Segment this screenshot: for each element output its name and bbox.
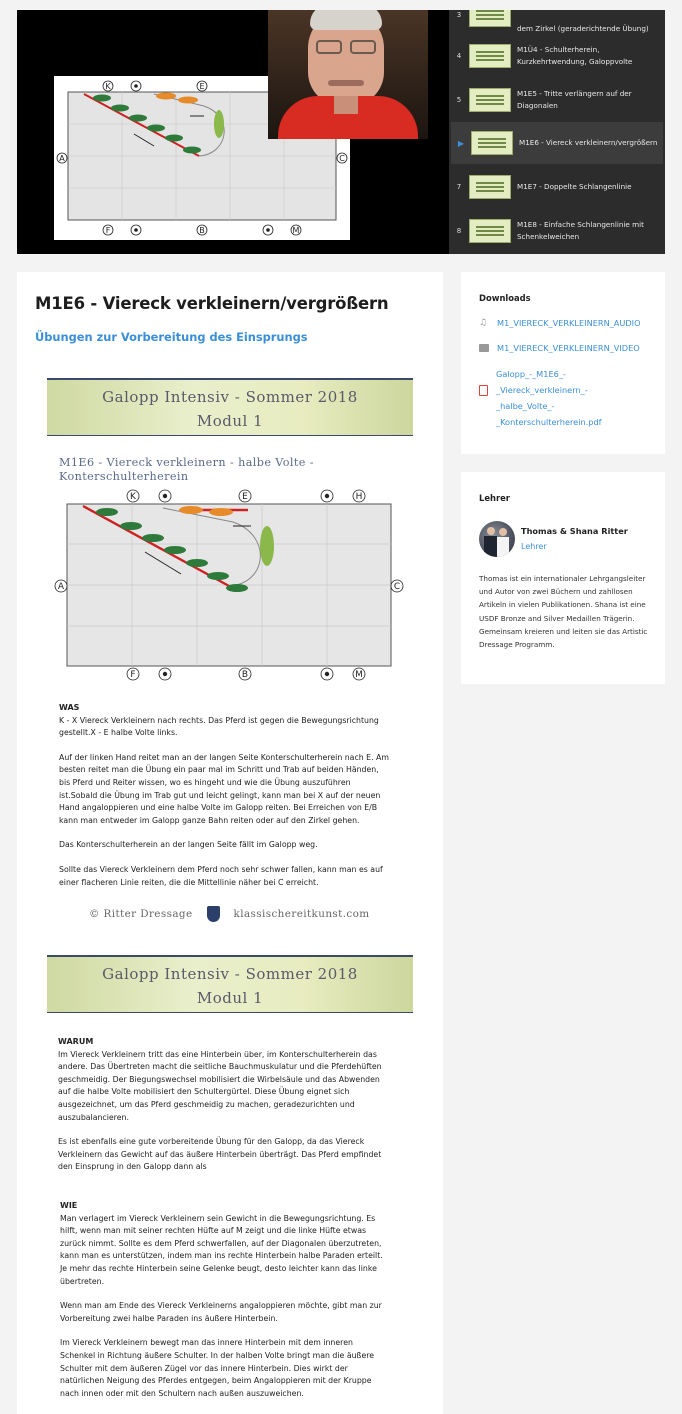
was-paragraph: Auf der linken Hand reitet man an der langen Seite Konterschulterherein nach E. Am besten reitet man die Übung ein paar mal im Schritt und Trab auf beiden Händen, bis Pferd und Reiter wissen, wo es hingeht und wie die Übung auszuführen ist.Sobald die Übung im Trab gut und leicht gelingt, kann man bei X auf der neuen Hand angaloppieren und eine halbe Volte im Galopp reiten. Bei Erreichen von E/B kann man entweder im Galopp ganze Bahn reiten oder auf den Zirkel gehen. — [59, 752, 389, 825]
arena-letter-m: M — [292, 226, 300, 235]
diagram-letter-a: A — [57, 582, 65, 592]
pdf-filename-line: _Viereck_verkleinern_- — [496, 385, 588, 395]
warum-section — [58, 1036, 388, 1174]
download-link-pdf[interactable] — [479, 366, 651, 430]
diagram-letter-f: F — [130, 670, 136, 680]
diagram-letter-h: H — [355, 492, 363, 502]
diagram-letter-e: E — [242, 492, 248, 502]
download-label[interactable] — [496, 366, 602, 430]
lesson-subtitle: Übungen zur Vorbereitung des Einsprungs — [35, 330, 308, 344]
arena-letter-b: B — [199, 226, 205, 235]
was-heading: WAS — [59, 703, 80, 712]
teacher-heading: Lehrer — [479, 493, 510, 503]
diagram-letter-b: B — [241, 670, 249, 680]
playlist-item-title: M1E8 - Einfache Schlangenlinie mit Schenkelweichen — [517, 220, 644, 241]
playlist-item-title: dem Zirkel (geraderichtende Übung) — [517, 24, 649, 33]
warum-paragraph: Im Viereck Verkleinern tritt das eine Hinterbein über, im Konterschulterherein das andere. Das Übertreten macht die seitliche Bauchmuskulatur und die Pferdehüften geschmeidig. Der Biegungswechsel mobilisiert die Wirbelsäule und das Abwenden auf die halbe Volte mobilisiert den Schultergürtel. Diese Übung eignet sich ausgezeichnet, um das Pferd geschmeidig zu machen, geradezurichten und auszubalancieren. — [58, 1049, 382, 1122]
was-paragraph: Das Konterschulterherein an der langen Seite fällt im Galopp weg. — [59, 840, 318, 850]
document-heading-line: M1E6 - Viereck verkleinern - halbe Volte - — [59, 456, 314, 469]
wie-paragraph: Im Viereck Verkleinern bewegt man das innere Hinterbein mit dem inneren Schenkel in Richtung äußere Schulter. In der halben Volte bringt man die äußere Schulter mit dem äußeren Zügel vor das innere Hinterbein. Dies wirkt der natürlichen Neigung des Pferdes entgegen, beim Angaloppieren mit der Kruppe nach innen oder mit den Schultern nach außen auszuweichen. — [60, 1338, 375, 1398]
document-header-title: Galopp Intensiv - Sommer 2018 — [102, 388, 358, 406]
playlist-thumbnail — [469, 88, 511, 112]
lesson-content — [17, 272, 443, 1414]
playlist-item[interactable] — [449, 79, 665, 121]
playlist-item-title: M1E5 - Tritte verlängern auf der Diagonalen — [517, 89, 632, 110]
arena-letter-a: A — [59, 154, 65, 163]
playlist-item[interactable] — [449, 210, 665, 252]
downloads-heading: Downloads — [479, 293, 531, 303]
was-section — [59, 702, 389, 889]
pdf-filename-line: Galopp_-_M1E6_- — [496, 369, 566, 379]
lesson-title: M1E6 - Viereck verkleinern/vergrößern — [35, 294, 389, 313]
wie-heading: WIE — [60, 1201, 78, 1210]
playlist-thumbnail — [469, 175, 511, 199]
video-file-icon — [479, 344, 489, 352]
playlist-item-number: 4 — [456, 52, 462, 60]
shield-logo-icon — [207, 906, 220, 922]
footer-website: klassischereitkunst.com — [233, 908, 370, 920]
document-header-banner — [47, 955, 413, 1013]
download-link-audio[interactable] — [479, 318, 651, 328]
download-label[interactable]: M1_VIERECK_VERKLEINERN_VIDEO — [497, 343, 640, 353]
diagram-letter-m: M — [355, 670, 363, 680]
was-paragraph: K - X Viereck Verkleinern nach rechts. Das Pferd ist gegen die Bewegungsrichtung gestellt.X - E halbe Volte links. — [59, 715, 379, 738]
playlist-item[interactable] — [449, 166, 665, 208]
arena-letter-e: E — [199, 82, 205, 91]
diagram-letter-k: K — [130, 492, 136, 502]
wie-paragraph: Man verlagert im Viereck Verkleinern sein Gewicht in die Bewegungsrichtung. Es hilft, wenn man mit seiner rechten Hüfte auf M zeigt und die linke Hüfte etwas zurück nimmt. Sollte es dem Pferd schwerfallen, auf der Diagonalen überzutreten, kann man es unterstützen, indem man ins rechte Hinterbein halbe Paraden erteilt. Je mehr das rechte Hinterbein seine Gelenke beugt, desto leichter kann das linke übertreten. — [60, 1213, 383, 1286]
playlist-item-active[interactable] — [451, 122, 663, 164]
playlist-item-title: M1Ü4 - Schulterherein, Kurzkehrtwendung, Galoppvolte — [517, 45, 633, 66]
playlist-item-number: 3 — [456, 11, 462, 19]
video-player[interactable] — [17, 10, 449, 254]
playlist-thumbnail — [471, 131, 513, 155]
teacher-bio: Thomas ist ein internationaler Lehrgangsleiter und Autor von zwei Büchern und zahllosen Artikeln in vielen Publikationen. Shana ist eine USDF Bronze and Silver Medaillen Trägerin. Gemeinsam kreieren und leiten sie das Artistic Dressage Programm. — [479, 574, 648, 650]
arena-letter-f: F — [105, 226, 111, 235]
playlist-thumbnail — [469, 44, 511, 68]
document-header-banner — [47, 378, 413, 436]
arena-letter-k: K — [105, 82, 111, 91]
playlist-item-number: 8 — [456, 227, 462, 235]
playlist-item-number: 7 — [456, 183, 462, 191]
diagram-letter-c: C — [393, 582, 401, 592]
lesson-playlist[interactable] — [449, 10, 665, 254]
warum-paragraph: Es ist ebenfalls eine gute vorbereitende Übung für den Galopp, da das Viereck Verkleinern das Gewicht auf das äußere Hinterbein überträgt. Das Pferd empfindet den Einsprung in den Galopp dann als — [58, 1137, 382, 1172]
teacher-panel — [461, 472, 665, 684]
playlist-item[interactable] — [449, 10, 665, 36]
play-indicator-icon: ▶ — [457, 138, 465, 148]
teacher-name[interactable]: Thomas & Shana Ritter — [521, 526, 628, 536]
document-heading-line: Konterschulterherein — [59, 470, 189, 483]
arena-diagram — [53, 488, 405, 684]
teacher-avatar[interactable] — [479, 521, 515, 557]
presenter-webcam — [268, 10, 428, 139]
arena-letter-c: C — [339, 154, 345, 163]
document-footer — [89, 906, 370, 922]
document-header-module: Modul 1 — [196, 989, 264, 1007]
document-heading — [59, 456, 314, 484]
document-header-title: Galopp Intensiv - Sommer 2018 — [102, 965, 358, 983]
playlist-thumbnail — [469, 219, 511, 243]
audio-file-icon: ♫ — [479, 318, 488, 328]
was-paragraph: Sollte das Viereck Verkleinern dem Pferd noch sehr schwer fallen, kann man es auf einer flacheren Linie reiten, die die Mittellinie näher bei C erreicht. — [59, 864, 383, 887]
wie-paragraph: Wenn man am Ende des Viereck Verkleinerns angaloppieren möchte, gibt man zur Vorbereitung zwei halbe Paraden ins äußere Hinterbein. — [60, 1301, 382, 1323]
download-label[interactable]: M1_VIERECK_VERKLEINERN_AUDIO — [497, 318, 641, 328]
playlist-item-number: 5 — [456, 96, 462, 104]
pdf-filename-line: _Konterschulterherein.pdf — [496, 417, 602, 427]
footer-copyright: © Ritter Dressage — [89, 908, 193, 920]
downloads-panel — [461, 272, 665, 454]
playlist-item-title: M1E6 - Viereck verkleinern/vergrößern — [519, 138, 658, 147]
download-link-video[interactable] — [479, 343, 651, 353]
pdf-filename-line: _halbe_Volte_- — [496, 401, 555, 411]
playlist-item[interactable] — [449, 35, 665, 77]
warum-heading: WARUM — [58, 1037, 94, 1046]
pdf-file-icon — [479, 385, 488, 396]
playlist-item-title: M1E7 - Doppelte Schlangenlinie — [517, 182, 632, 191]
teacher-role: Lehrer — [521, 542, 547, 551]
wie-section — [60, 1200, 390, 1400]
playlist-thumbnail — [469, 10, 511, 27]
document-header-module: Modul 1 — [196, 412, 264, 430]
